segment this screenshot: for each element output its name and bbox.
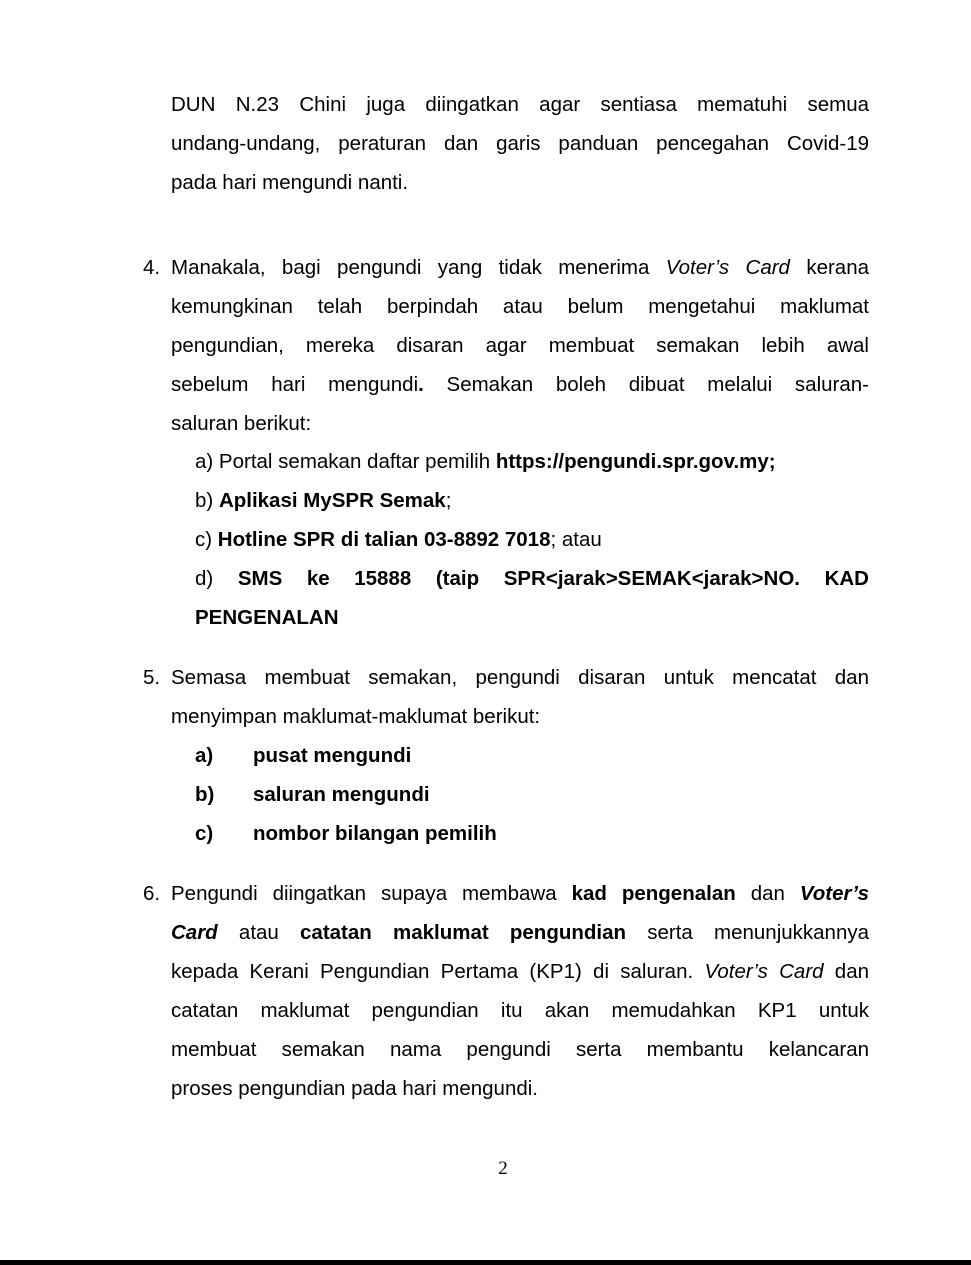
section-5-item-list bbox=[195, 736, 869, 853]
text-run: kerana bbox=[789, 256, 870, 279]
text-run: atau bbox=[217, 921, 301, 944]
text-run: serta menunjukkannya bbox=[626, 921, 869, 944]
section-6-paragraph bbox=[171, 874, 869, 1108]
text-line: menyimpan maklumat-maklumat berikut: bbox=[171, 705, 541, 728]
text-line bbox=[171, 248, 869, 287]
sms-instruction: SMS ke 15888 (taip SPR<jarak>SEMAK<jarak>NO. KAD bbox=[237, 567, 869, 590]
list-item-text: pusat mengundi bbox=[253, 744, 412, 767]
page-bottom-border bbox=[0, 1260, 971, 1265]
list-item-hotline bbox=[195, 520, 869, 559]
text-line: DUN N.23 Chini juga diingatkan agar sentiasa mematuhi semua bbox=[171, 93, 869, 116]
text-run: . bbox=[418, 373, 424, 396]
text-run: Manakala, bagi pengundi yang tidak menerima bbox=[171, 256, 666, 279]
text-line bbox=[171, 913, 869, 952]
list-item-text: nombor bilangan pemilih bbox=[253, 822, 497, 845]
section-6-number: 6. bbox=[143, 882, 161, 905]
text-line bbox=[171, 365, 869, 404]
text-run: a) Portal semakan daftar pemilih bbox=[195, 450, 496, 473]
text-run: ; atau bbox=[550, 528, 602, 551]
text-line: undang-undang, peraturan dan garis panduan pencegahan Covid-19 bbox=[171, 132, 869, 155]
list-letter: b) bbox=[195, 783, 215, 806]
section-4-number: 4. bbox=[143, 256, 161, 279]
text-line: kemungkinan telah berpindah atau belum mengetahui maklumat bbox=[171, 295, 869, 318]
page-number: 2 bbox=[498, 1158, 508, 1179]
text-line bbox=[171, 874, 869, 913]
text-run: Pengundi diingatkan supaya membawa bbox=[171, 882, 572, 905]
section-4-paragraph bbox=[171, 248, 869, 443]
app-name: Aplikasi MySPR Semak bbox=[218, 489, 446, 512]
list-letter: c) bbox=[195, 822, 214, 845]
text-line: Semasa membuat semakan, pengundi disaran untuk mencatat dan bbox=[171, 666, 869, 689]
text-line: pada hari mengundi nanti. bbox=[171, 171, 409, 194]
text-line: catatan maklumat pengundian itu akan memudahkan KP1 untuk bbox=[171, 999, 869, 1022]
sms-instruction-continued: PENGENALAN bbox=[195, 606, 339, 629]
intro-paragraph bbox=[171, 85, 869, 202]
text-line: proses pengundian pada hari mengundi. bbox=[171, 1077, 538, 1100]
list-item-app bbox=[195, 481, 869, 520]
list-item-text: saluran mengundi bbox=[253, 783, 430, 806]
id-card-term: kad pengenalan bbox=[571, 882, 736, 905]
text-run: dan bbox=[735, 882, 800, 905]
text-run: d) bbox=[195, 567, 238, 590]
text-run: Semakan boleh dibuat melalui saluran- bbox=[423, 373, 869, 396]
text-line: membuat semakan nama pengundi serta membantu kelancaran bbox=[171, 1038, 869, 1061]
text-run: dan bbox=[823, 960, 870, 983]
voters-card-term: Voter’s Card bbox=[665, 256, 790, 279]
list-item-portal bbox=[195, 442, 869, 481]
section-5-number: 5. bbox=[143, 666, 161, 689]
text-line: saluran berikut: bbox=[171, 412, 312, 435]
list-letter: a) bbox=[195, 744, 214, 767]
portal-url-link[interactable]: https://pengundi.spr.gov.my; bbox=[495, 450, 776, 473]
text-line bbox=[171, 952, 869, 991]
text-run: kepada Kerani Pengundian Pertama (KP1) di saluran. bbox=[171, 960, 705, 983]
section-4-channel-list bbox=[195, 442, 869, 637]
hotline-number: Hotline SPR di talian 03-8892 7018 bbox=[217, 528, 551, 551]
list-item bbox=[195, 775, 869, 814]
voters-card-term: Card bbox=[171, 921, 218, 944]
text-run: c) bbox=[195, 528, 218, 551]
voters-card-term: Voter’s bbox=[799, 882, 869, 905]
section-5-paragraph bbox=[171, 658, 869, 736]
list-item bbox=[195, 736, 869, 775]
voters-card-term: Voter’s Card bbox=[704, 960, 824, 983]
voting-record-term: catatan maklumat pengundian bbox=[300, 921, 627, 944]
text-line: pengundian, mereka disaran agar membuat semakan lebih awal bbox=[171, 334, 869, 357]
text-run: b) bbox=[195, 489, 219, 512]
text-run: ; bbox=[445, 489, 452, 512]
list-item-sms bbox=[195, 559, 869, 598]
list-item bbox=[195, 814, 869, 853]
text-run: sebelum hari mengundi bbox=[171, 373, 419, 396]
